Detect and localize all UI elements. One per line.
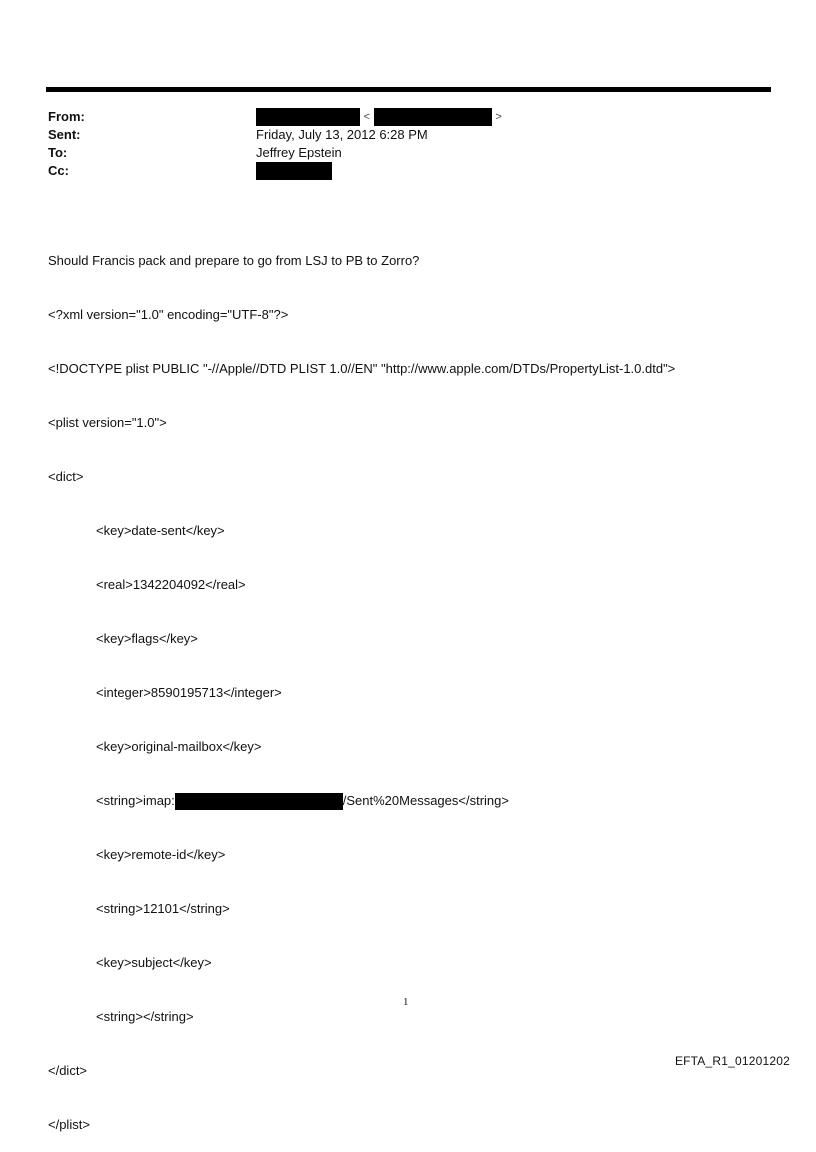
body-line: <integer>8590195713</integer> bbox=[96, 685, 282, 700]
body-line: <key>flags</key> bbox=[96, 631, 198, 646]
body-line: <plist version="1.0"> bbox=[48, 415, 167, 430]
from-value bbox=[256, 108, 502, 126]
body-line: <real>1342204092</real> bbox=[96, 577, 246, 592]
cc-value bbox=[256, 162, 332, 180]
body-line: </dict> bbox=[48, 1063, 88, 1078]
from-close-bracket: > bbox=[495, 111, 502, 123]
body-line: Should Francis pack and prepare to go from LSJ to PB to Zorro? bbox=[48, 253, 420, 268]
body-line: <?xml version="1.0" encoding="UTF-8"?> bbox=[48, 307, 289, 322]
redaction-block bbox=[256, 108, 360, 126]
body-line-mailbox bbox=[48, 792, 675, 810]
sent-value: Friday, July 13, 2012 6:28 PM bbox=[256, 127, 428, 142]
sent-label: Sent: bbox=[48, 127, 81, 142]
page-number: 1 bbox=[403, 996, 409, 1008]
body-line: </plist> bbox=[48, 1117, 90, 1132]
body-line: <!DOCTYPE plist PUBLIC "-//Apple//DTD PLIST 1.0//EN" "http://www.apple.com/DTDs/PropertyList-1.0.dtd"> bbox=[48, 361, 676, 376]
header-rule bbox=[46, 87, 771, 92]
from-label: From: bbox=[48, 109, 85, 124]
cc-label: Cc: bbox=[48, 163, 69, 178]
from-open-bracket: < bbox=[363, 111, 371, 123]
to-label: To: bbox=[48, 145, 68, 160]
mailbox-prefix: <string>imap: bbox=[96, 793, 175, 808]
body-line: <string>12101</string> bbox=[96, 901, 230, 916]
redaction-block bbox=[175, 793, 343, 810]
to-value: Jeffrey Epstein bbox=[256, 145, 342, 160]
redaction-block bbox=[256, 162, 332, 180]
bates-number: EFTA_R1_01201202 bbox=[674, 1054, 790, 1068]
body-line: <key>original-mailbox</key> bbox=[96, 739, 262, 754]
redaction-block bbox=[374, 108, 492, 126]
body-line: <key>date-sent</key> bbox=[96, 523, 225, 538]
body-line: <key>subject</key> bbox=[96, 955, 212, 970]
body-line: <dict> bbox=[48, 469, 84, 484]
mailbox-suffix: /Sent%20Messages</string> bbox=[342, 793, 509, 808]
message-body bbox=[48, 216, 675, 1152]
body-line: <key>remote-id</key> bbox=[96, 847, 226, 862]
body-line: <string></string> bbox=[96, 1009, 194, 1024]
